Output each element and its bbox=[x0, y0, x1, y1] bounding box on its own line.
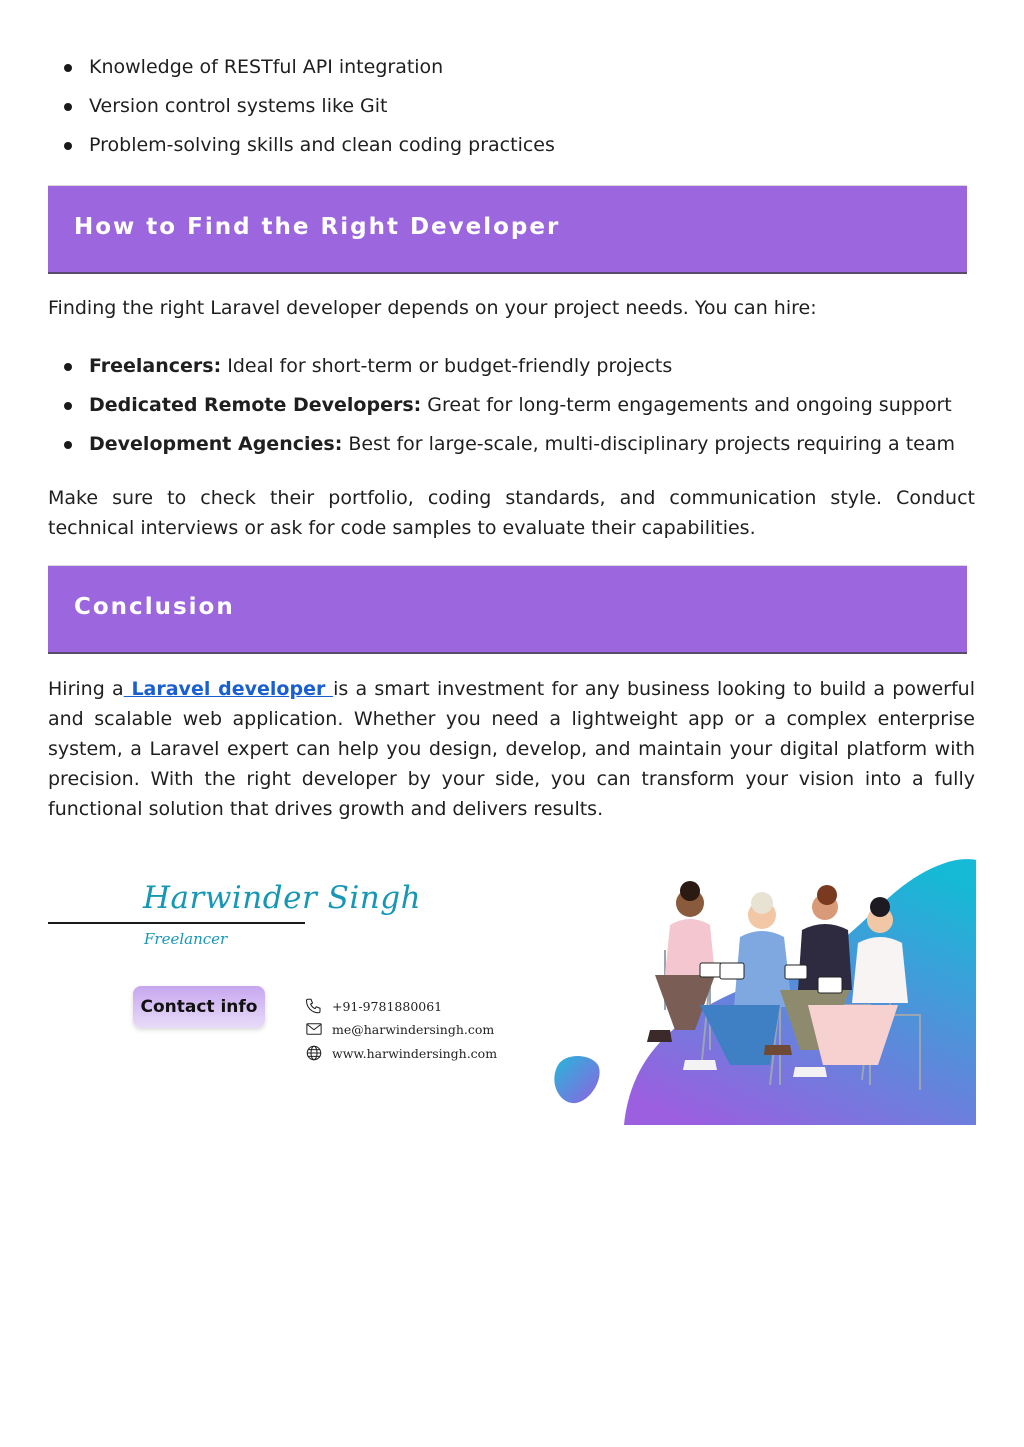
laravel-developer-link[interactable]: Laravel developer bbox=[123, 678, 334, 700]
signature-underline bbox=[48, 922, 305, 924]
globe-icon bbox=[305, 1044, 323, 1062]
conclusion-text-rest: is a smart investment for any business looking to build a powerful and scalable web application. Whether you need a lightweight app or a complex enterprise system, a Laravel expert can help you design, develop, and maintain your digital platform with precision. With the right developer by your side, you can transform your vision into a fully functional solution that drives growth and delivers results. bbox=[48, 678, 976, 820]
section-header-conclusion bbox=[48, 565, 967, 654]
list-item bbox=[48, 393, 978, 432]
hiring-options-list bbox=[48, 354, 978, 471]
section-header-find-developer bbox=[48, 185, 967, 274]
list-item: Version control systems like Git bbox=[48, 94, 978, 133]
option-text: Ideal for short-term or budget-friendly projects bbox=[221, 355, 673, 377]
phone-icon bbox=[305, 997, 323, 1015]
email-address: me@harwindersingh.com bbox=[332, 1021, 495, 1037]
small-blob bbox=[554, 1056, 599, 1103]
list-item: Knowledge of RESTful API integration bbox=[48, 55, 978, 94]
list-item bbox=[48, 432, 978, 471]
phone-number: +91-9781880061 bbox=[332, 998, 443, 1014]
option-label: Freelancers: bbox=[89, 355, 222, 377]
signature-role: Freelancer bbox=[144, 930, 228, 948]
find-closing-paragraph: Make sure to check their portfolio, coding standards, and communication style. Conduct technical interviews or ask for code samples to evaluate their capabilities. bbox=[48, 487, 975, 539]
mail-icon bbox=[305, 1020, 323, 1038]
option-text: Great for long-term engagements and ongoing support bbox=[421, 394, 952, 416]
signature-name: Harwinder Singh bbox=[143, 880, 422, 916]
section-title: Conclusion bbox=[74, 594, 235, 620]
contact-phone bbox=[305, 996, 442, 1016]
skills-list bbox=[48, 55, 978, 172]
contact-info-button[interactable]: Contact info bbox=[133, 986, 265, 1028]
list-item: Problem-solving skills and clean coding practices bbox=[48, 133, 978, 172]
option-label: Development Agencies: bbox=[89, 433, 343, 455]
team-meeting-illustration bbox=[540, 855, 980, 1130]
list-item bbox=[48, 354, 978, 393]
option-label: Dedicated Remote Developers: bbox=[89, 394, 422, 416]
contact-website bbox=[305, 1043, 497, 1063]
section-title: How to Find the Right Developer bbox=[74, 214, 561, 240]
website-url: www.harwindersingh.com bbox=[332, 1045, 498, 1061]
option-text: Best for large-scale, multi-disciplinary projects requiring a team bbox=[342, 433, 955, 455]
conclusion-paragraph bbox=[48, 674, 975, 824]
contact-email bbox=[305, 1019, 494, 1039]
find-intro-paragraph: Finding the right Laravel developer depends on your project needs. You can hire: bbox=[48, 297, 817, 319]
conclusion-text-start: Hiring a bbox=[48, 678, 124, 700]
